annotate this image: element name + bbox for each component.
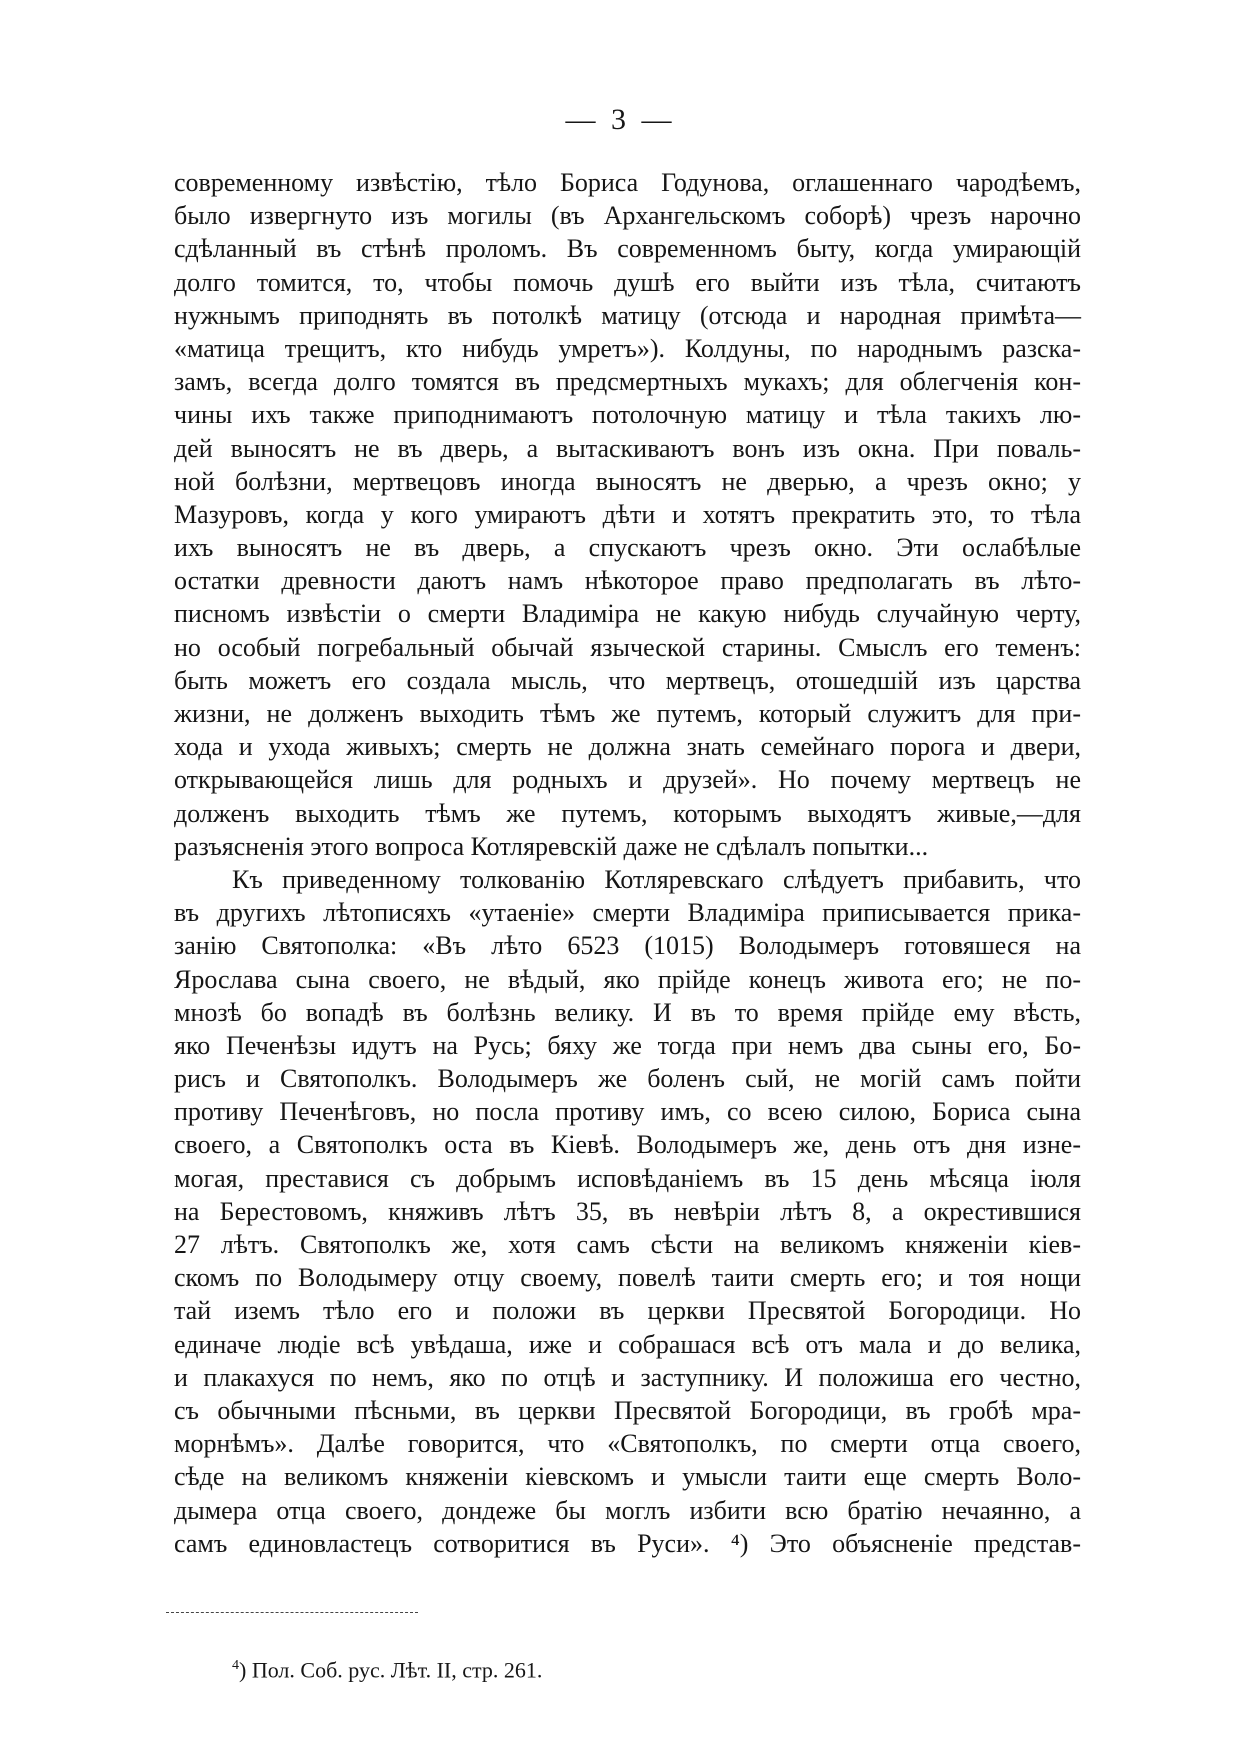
- footnote-separator: [166, 1612, 418, 1613]
- text-line: «матица трещитъ, кто нибудь умретъ»). Колдуны, по народнымъ разска-: [174, 333, 1081, 363]
- text-line: хода и ухода живыхъ; смерть не должна знать семейнаго порога и двери,: [174, 732, 1081, 762]
- text-line: занію Святополка: «Въ лѣто 6523 (1015) Володымеръ готовяшеся на: [174, 931, 1081, 961]
- footnote-text: ) Пол. Соб. рус. Лѣт. II, стр. 261.: [239, 1657, 543, 1683]
- body-text: [174, 166, 1081, 1560]
- text-line: долженъ выходить тѣмъ же путемъ, которымъ выходятъ живые,—для: [174, 798, 1081, 828]
- text-line: чины ихъ также приподнимаютъ потолочную матицу и тѣла такихъ лю-: [174, 400, 1081, 430]
- text-line: сдѣланный въ стѣнѣ проломъ. Въ современномъ быту, когда умирающій: [174, 234, 1081, 264]
- text-line: своего, а Святополкъ оста въ Кіевѣ. Володымеръ же, день отъ дня изне-: [174, 1130, 1081, 1160]
- paragraph-first-line: Къ приведенному толкованію Котляревскаго слѣдуетъ прибавить, что: [232, 864, 1081, 894]
- text-line: мнозѣ бо вопадѣ въ болѣзнь велику. И въ то время прійде ему вѣсть,: [174, 997, 1081, 1027]
- text-line: самъ единовластецъ сотворитися въ Руси». ⁴) Это объясненіе представ-: [174, 1528, 1081, 1558]
- text-line: могая, преставися съ добрымъ исповѣданіемъ въ 15 день мѣсяца іюля: [174, 1163, 1081, 1193]
- text-line: противу Печенѣговъ, но посла противу имъ, со всею силою, Бориса сына: [174, 1097, 1081, 1127]
- text-line: въ другихъ лѣтописяхъ «утаеніе» смерти Владиміра приписывается прика-: [174, 898, 1081, 928]
- text-line: морнѣмъ». Далѣе говорится, что «Святополкъ, по смерти отца своего,: [174, 1429, 1081, 1459]
- text-line: было извергнуто изъ могилы (въ Архангельскомъ соборѣ) чрезъ нарочно: [174, 201, 1081, 231]
- text-line: быть можетъ его создала мысль, что мертвецъ, отошедшій изъ царства: [174, 665, 1081, 695]
- text-line: сѣде на великомъ княженіи кіевскомъ и умысли таити еще смерть Воло-: [174, 1462, 1081, 1492]
- text-line: Мазуровъ, когда у кого умираютъ дѣти и хотятъ прекратить это, то тѣла: [174, 499, 1081, 529]
- text-line: и плакахуся по немъ, яко по отцѣ и заступнику. И положиша его честно,: [174, 1362, 1081, 1392]
- text-line: долго томится, то, чтобы помочь душѣ его выйти изъ тѣла, считаютъ: [174, 267, 1081, 297]
- footnote-marker: 4: [232, 1658, 239, 1673]
- text-line: жизни, не долженъ выходить тѣмъ же путемъ, который служитъ для при-: [174, 699, 1081, 728]
- text-line: разъясненія этого вопроса Котляревскій даже не сдѣлалъ попытки...: [174, 831, 929, 861]
- text-line: открывающейся лишь для родныхъ и друзей». Но почему мертвецъ не: [174, 765, 1081, 795]
- text-line: единаче людіе всѣ увѣдаша, иже и собрашася всѣ отъ мала и до велика,: [174, 1329, 1081, 1359]
- text-line: рисъ и Святополкъ. Володымеръ же боленъ сый, не могій самъ пойти: [174, 1064, 1081, 1094]
- text-line: современному извѣстію, тѣло Бориса Годунова, оглашеннаго чародѣемъ,: [174, 168, 1081, 197]
- text-line: Ярослава сына своего, не вѣдый, яко прійде конецъ живота его; не по-: [174, 964, 1081, 994]
- text-line: нужнымъ приподнять въ потолкѣ матицу (отсюда и народная примѣта—: [174, 300, 1081, 330]
- text-line: скомъ по Володымеру отцу своему, повелѣ таити смерть его; и тоя нощи: [174, 1263, 1081, 1293]
- text-line: дымера отца своего, дондеже бы моглъ избити всю братію нечаянно, а: [174, 1495, 1081, 1525]
- text-line: яко Печенѣзы идутъ на Русь; бяху же тогда при немъ два сыны его, Бо-: [174, 1030, 1081, 1060]
- text-line: остатки древности даютъ намъ нѣкоторое право предполагать въ лѣто-: [174, 566, 1081, 596]
- text-line: на Берестовомъ, княживъ лѣтъ 35, въ невѣріи лѣтъ 8, а окрестившися: [174, 1196, 1081, 1226]
- text-line: писномъ извѣстіи о смерти Владиміра не какую нибудь случайную черту,: [174, 599, 1081, 629]
- text-line: съ обычными пѣсньми, въ церкви Пресвятой Богородици, въ гробѣ мра-: [174, 1395, 1081, 1425]
- text-line: ной болѣзни, мертвецовъ иногда выносятъ не дверью, а чрезъ окно; у: [174, 466, 1081, 496]
- text-line: дей выносятъ не въ дверь, а вытаскиваютъ вонъ изъ окна. При поваль-: [174, 433, 1081, 463]
- text-line: 27 лѣтъ. Святополкъ же, хотя самъ сѣсти на великомъ княженіи кіев-: [174, 1230, 1081, 1259]
- footnote: [232, 1652, 542, 1684]
- page-number: — 3 —: [565, 103, 676, 136]
- text-line: тай иземъ тѣло его и положи въ церкви Пресвятой Богородици. Но: [174, 1296, 1081, 1326]
- text-line: ихъ выносятъ не въ дверь, а спускаютъ чрезъ окно. Эти ослабѣлые: [174, 533, 1081, 563]
- text-line: но особый погребальный обычай языческой старины. Смыслъ его теменъ:: [174, 632, 1081, 662]
- text-line: замъ, всегда долго томятся въ предсмертныхъ мукахъ; для облегченія кон-: [174, 367, 1081, 397]
